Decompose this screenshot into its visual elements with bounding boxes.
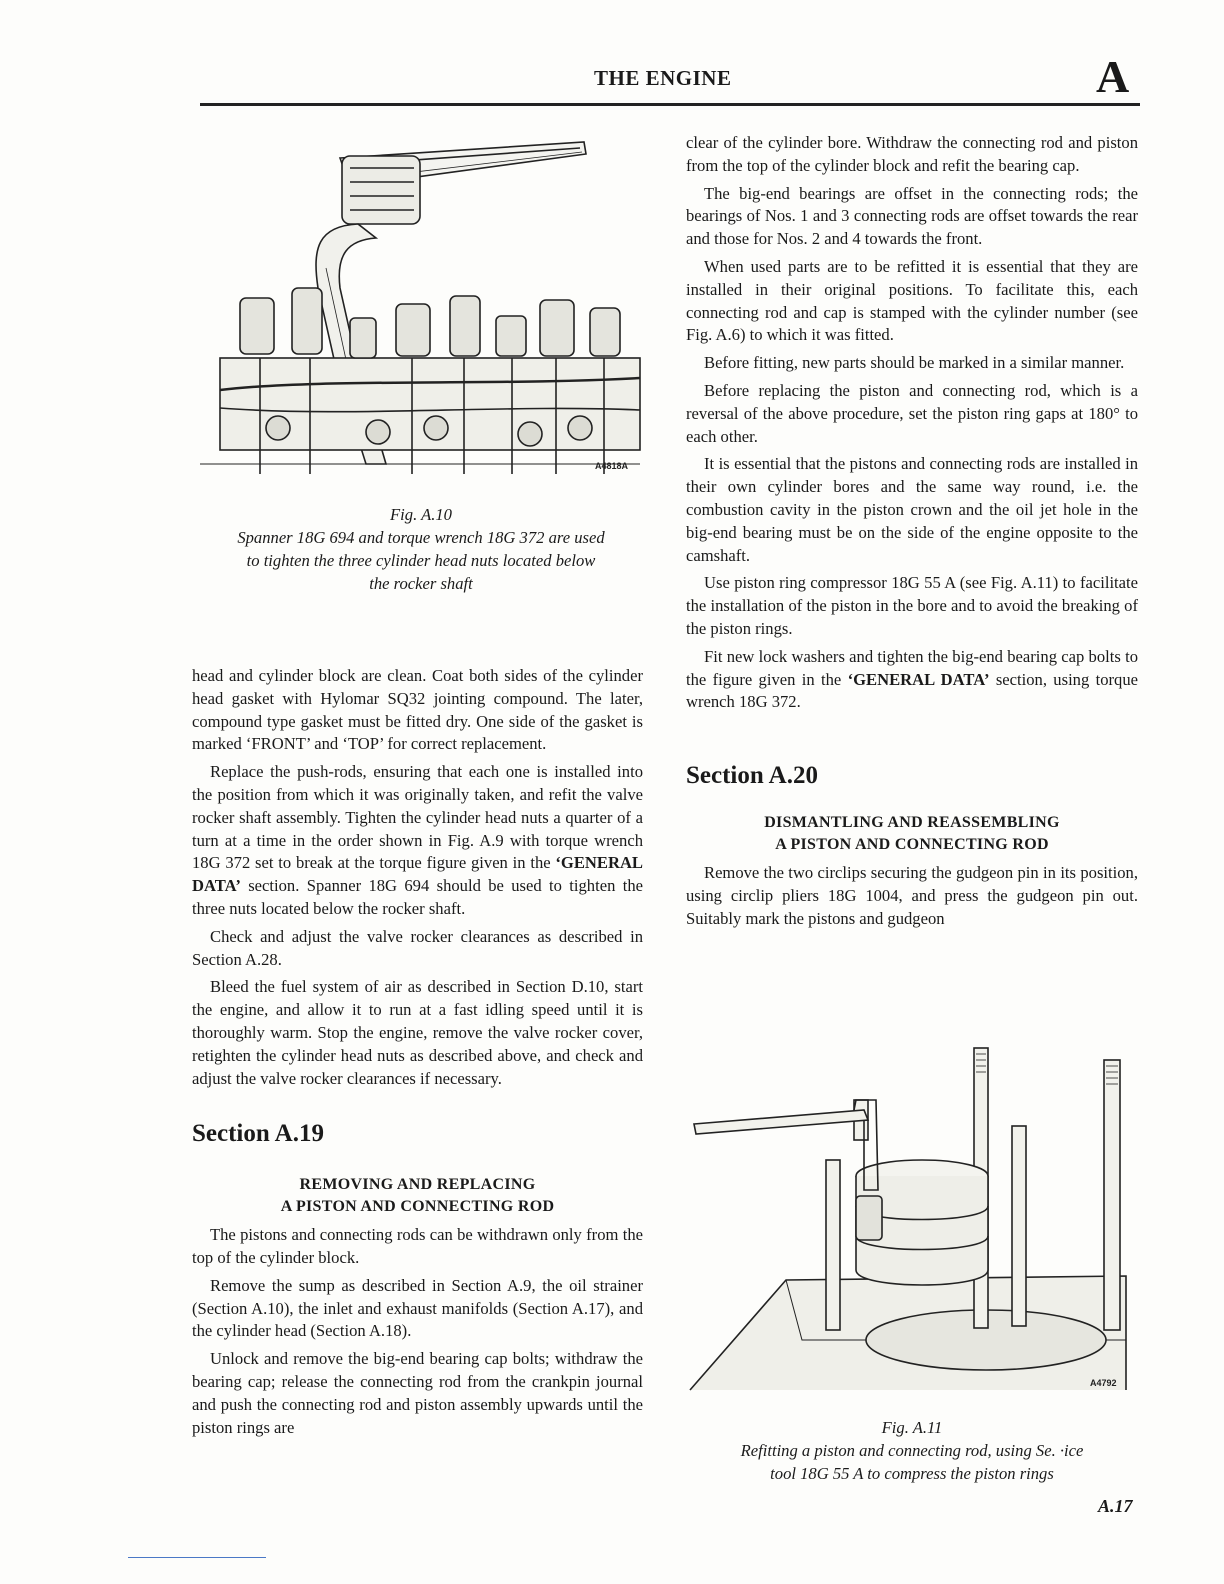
bold-reference: ‘GENERAL DATA’ <box>192 853 643 896</box>
paragraph: It is essential that the pistons and connecting rods are installed in their own cylinder bores and the same way round, i.e. the combustion cavity in the piston crown and the oil jet hole in the big-end bearing must be on the side of the engine opposite to the camshaft. <box>686 454 1138 565</box>
paragraph: Before replacing the piston and connecting rod, which is a reversal of the above procedure, set the piston ring gaps at 180° to each other. <box>686 380 1138 446</box>
subheading-line: A PISTON AND CONNECTING ROD <box>775 835 1049 853</box>
footer-rule <box>128 1557 266 1558</box>
page-header-title: THE ENGINE <box>594 66 732 90</box>
left-column <box>192 665 643 1444</box>
page-number: A.17 <box>1098 1496 1133 1516</box>
right-column <box>686 132 1138 935</box>
figure-a10-caption-line: to tighten the three cylinder head nuts located below <box>246 551 596 570</box>
subheading-line: REMOVING AND REPLACING <box>299 1176 536 1194</box>
figure-a10-label: Fig. A.10 <box>390 505 452 524</box>
paragraph: head and cylinder block are clean. Coat both sides of the cylinder head gasket with Hylomar SQ32 jointing compound. The later, compound type gasket must be fitted dry. One side of the gasket is marked ‘FRONT’ and ‘TOP’ for correct replacement. <box>192 666 643 754</box>
figure-a11-caption-line: Refitting a piston and connecting rod, using Se. ·ice <box>740 1441 1084 1460</box>
bold-reference: ‘GENERAL DATA’ <box>847 669 990 689</box>
figure-a11-code: A4792 <box>1090 1378 1117 1388</box>
figure-a10-caption-line: Spanner 18G 694 and torque wrench 18G 372 are used <box>237 528 605 547</box>
paragraph: Remove the sump as described in Section A.9, the oil strainer (Section A.10), the inlet and exhaust manifolds (Section A.17), and the cylinder head (Section A.18). <box>192 1275 643 1341</box>
paragraph: Bleed the fuel system of air as described in Section D.10, start the engine, and allow it to run at a fast idling speed until it is thoroughly warm. Stop the engine, remove the valve rocker cover, retighten the cylinder head nuts as described above, and check and adjust the valve rocker clearances if necessary. <box>192 977 643 1088</box>
paragraph-text: Replace the push-rods, ensuring that each one is installed into the position from which it was originally taken, and refit the valve rocker shaft assembly. Tighten the cylinder head nuts a quarter of a turn at a time in the order shown in Fig. A.9 with torque wrench 18G 372 set to break at the torque figure given in the <box>192 762 643 873</box>
figure-a10-code: A4818A <box>595 461 629 471</box>
paragraph: clear of the cylinder bore. Withdraw the connecting rod and piston from the top of the cylinder block and refit the bearing cap. <box>686 133 1138 175</box>
paragraph <box>192 761 643 921</box>
section-subheading <box>686 812 1138 856</box>
figure-a11-caption-line: tool 18G 55 A to compress the piston rings <box>770 1464 1054 1483</box>
paragraph: The big-end bearings are offset in the connecting rods; the bearings of Nos. 1 and 3 connecting rods are offset towards the rear and those for Nos. 2 and 4 towards the front. <box>686 183 1138 249</box>
paragraph <box>686 646 1138 714</box>
paragraph-text: section. Spanner 18G 694 should be used to tighten the three nuts located below the rocker shaft. <box>192 876 643 918</box>
figure-a11-label: Fig. A.11 <box>881 1418 943 1437</box>
figure-a10-caption <box>196 503 646 595</box>
paragraph: Unlock and remove the big-end bearing cap bolts; withdraw the bearing cap; release the connecting rod from the crankpin journal and push the connecting rod and piston assembly upwards until the piston rings are <box>192 1349 643 1437</box>
paragraph: Before fitting, new parts should be marked in a similar manner. <box>704 353 1125 373</box>
paragraph-text: section, using torque wrench 18G 372. <box>686 669 1138 712</box>
figure-a11-illustration <box>686 1040 1136 1400</box>
paragraph: The pistons and connecting rods can be withdrawn only from the top of the cylinder block. <box>192 1225 643 1267</box>
section-heading: Section A.19 <box>192 1120 324 1148</box>
section-heading: Section A.20 <box>686 762 818 790</box>
subheading-line: A PISTON AND CONNECTING ROD <box>280 1198 555 1216</box>
paragraph: When used parts are to be refitted it is essential that they are installed in their original positions. To facilitate this, each connecting rod and cap is stamped with the cylinder number (see Fig. A.6) to which it was fitted. <box>686 256 1138 345</box>
figure-a10-illustration <box>200 128 650 490</box>
figure-a10-caption-line: the rocker shaft <box>369 574 473 593</box>
section-subheading <box>192 1174 643 1218</box>
section-letter: A <box>1096 51 1130 102</box>
paragraph-text: Fit new lock washers and tighten the big-end bearing cap bolts to the figure given in the <box>686 646 1138 689</box>
paragraph: Remove the two circlips securing the gudgeon pin in its position, using circlip pliers 18G 1004, and press the gudgeon pin out. Suitably mark the pistons and gudgeon <box>686 862 1138 928</box>
paragraph: Check and adjust the valve rocker clearances as described in Section A.28. <box>192 926 643 969</box>
subheading-line: DISMANTLING AND REASSEMBLING <box>764 813 1060 831</box>
paragraph: Use piston ring compressor 18G 55 A (see Fig. A.11) to facilitate the installation of the piston in the bore and to avoid the breaking of the piston rings. <box>686 573 1138 638</box>
figure-a11-caption <box>686 1416 1138 1485</box>
header-divider <box>200 103 1140 106</box>
